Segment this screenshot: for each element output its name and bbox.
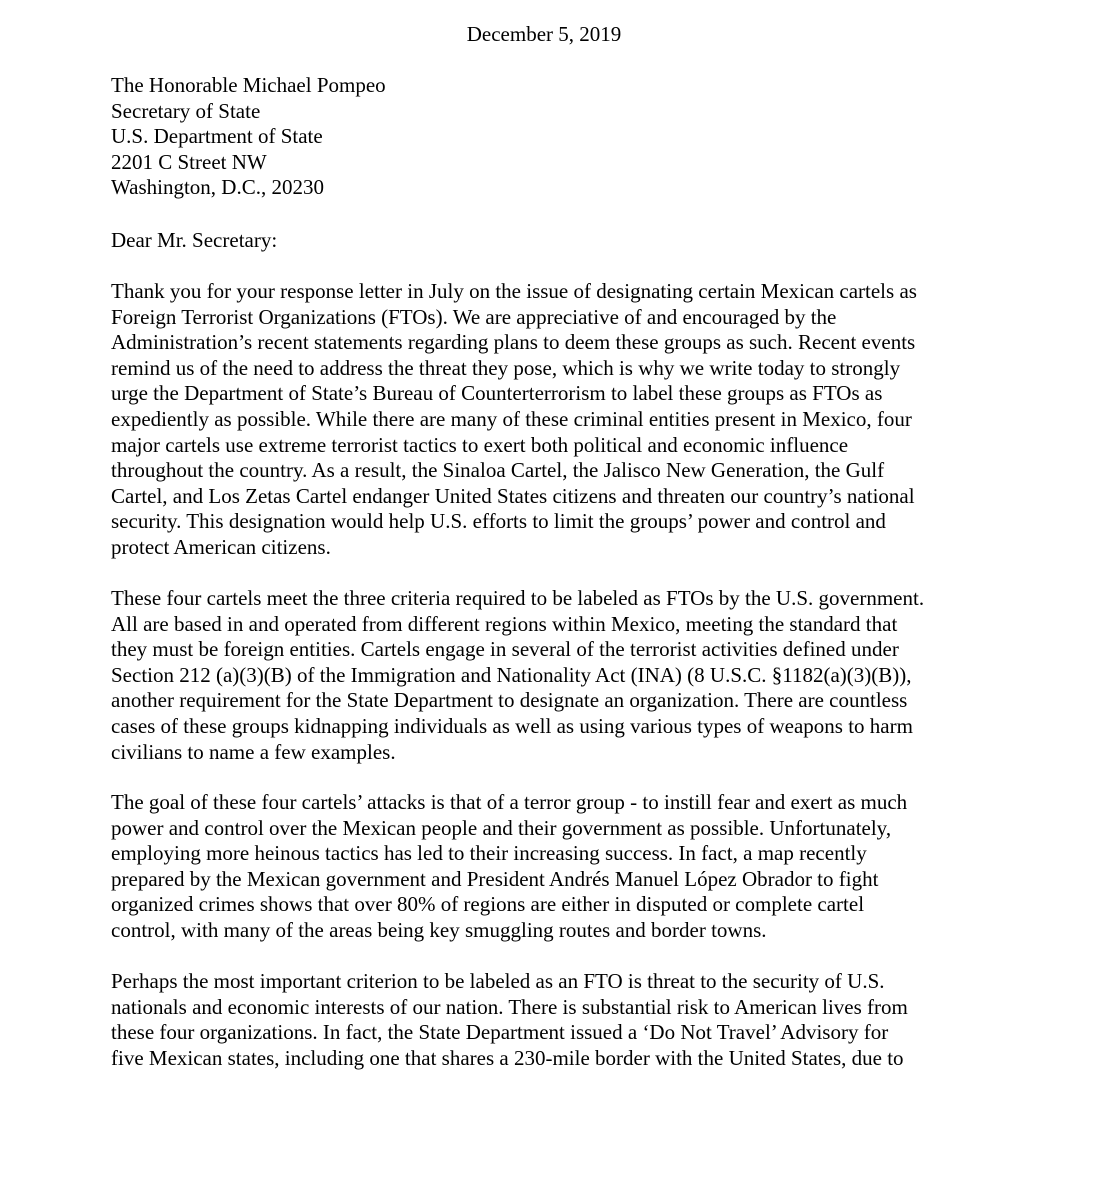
text-line: protect American citizens. (111, 534, 331, 559)
text-line: These four cartels meet the three criteria required to be labeled as FTOs by the U.S. government. (111, 586, 925, 610)
text-line: nationals and economic interests of our nation. There is substantial risk to American lives from (111, 994, 908, 1019)
text-line: these four organizations. In fact, the State Department issued a ‘Do Not Travel’ Advisory for (111, 1020, 889, 1045)
address-line: Washington, D.C., 20230 (111, 175, 324, 200)
text-line: organized crimes shows that over 80% of regions are either in disputed or complete cartel (111, 892, 865, 917)
address-line: U.S. Department of State (111, 124, 323, 149)
text-line: The goal of these four cartels’ attacks is that of a terror group - to instill fear and exert as much (111, 790, 908, 814)
text-line: another requirement for the State Department to designate an organization. There are countless (111, 688, 908, 713)
text-line: power and control over the Mexican people and their government as possible. Unfortunately, (111, 815, 892, 840)
paragraph-3 (111, 790, 991, 944)
recipient-address (111, 73, 386, 201)
text-line: expediently as possible. While there are many of these criminal entities present in Mexico, four (111, 406, 912, 431)
paragraph-1 (111, 279, 991, 561)
salutation: Dear Mr. Secretary: (111, 228, 278, 252)
text-line: throughout the country. As a result, the Sinaloa Cartel, the Jalisco New Generation, the Gulf (111, 458, 885, 483)
text-line: remind us of the need to address the threat they pose, which is why we write today to strongly (111, 355, 901, 380)
address-line: Secretary of State (111, 98, 261, 123)
text-line: urge the Department of State’s Bureau of Counterterrorism to label these groups as FTOs as (111, 381, 883, 406)
text-line: Foreign Terrorist Organizations (FTOs). We are appreciative of and encouraged by the (111, 304, 837, 329)
text-line: Cartel, and Los Zetas Cartel endanger United States citizens and threaten our country’s national (111, 483, 915, 508)
paragraph-2 (111, 586, 991, 765)
text-line: All are based in and operated from different regions within Mexico, meeting the standard that (111, 611, 898, 636)
text-line: cases of these groups kidnapping individuals as well as using various types of weapons to harm (111, 713, 913, 738)
text-line: they must be foreign entities. Cartels engage in several of the terrorist activities defined under (111, 637, 899, 662)
text-line: security. This designation would help U.S. efforts to limit the groups’ power and control and (111, 509, 886, 534)
text-line: Perhaps the most important criterion to be labeled as an FTO is threat to the security of U.S. (111, 969, 885, 993)
text-line: employing more heinous tactics has led to their increasing success. In fact, a map recently (111, 841, 867, 866)
text-line: prepared by the Mexican government and President Andrés Manuel López Obrador to fight (111, 866, 879, 891)
text-line: Thank you for your response letter in July on the issue of designating certain Mexican cartels as (111, 279, 917, 303)
address-line: The Honorable Michael Pompeo (111, 73, 386, 97)
text-line: civilians to name a few examples. (111, 739, 396, 764)
text-line: Section 212 (a)(3)(B) of the Immigration and Nationality Act (INA) (8 U.S.C. §1182(a)(3)(B)), (111, 662, 912, 687)
text-line: major cartels use extreme terrorist tactics to exert both political and economic influence (111, 432, 849, 457)
address-line: 2201 C Street NW (111, 149, 267, 174)
text-line: Administration’s recent statements regarding plans to deem these groups as such. Recent events (111, 330, 916, 355)
text-line: control, with many of the areas being key smuggling routes and border towns. (111, 917, 767, 942)
letter-date: December 5, 2019 (466, 22, 622, 46)
text-line: five Mexican states, including one that shares a 230-mile border with the United States, due to (111, 1045, 904, 1070)
paragraph-4 (111, 969, 991, 1071)
